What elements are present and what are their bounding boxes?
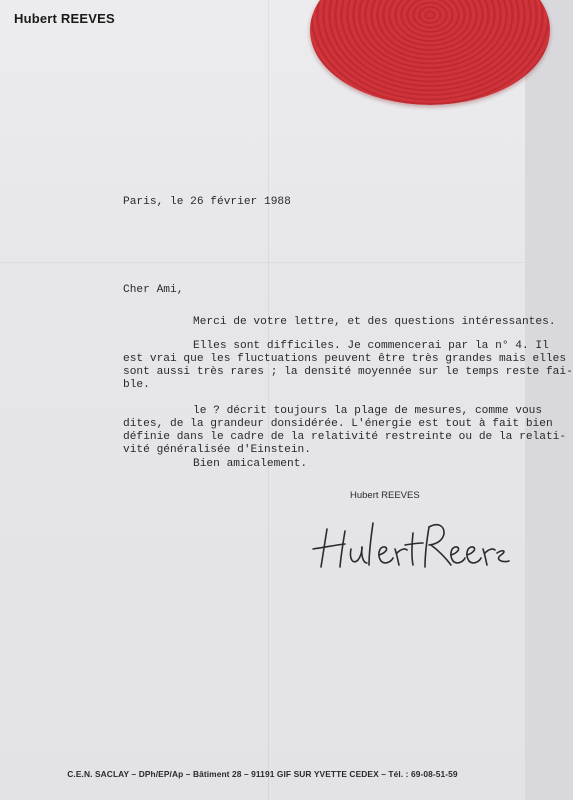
paragraph-3-line: définie dans le cadre de la relativité restreinte ou de la relati-	[123, 431, 567, 443]
letter-closing: Bien amicalement.	[193, 458, 308, 470]
signatory-name: Hubert REEVES	[350, 490, 420, 501]
paragraph-3-line: vité généralisée d'Einstein.	[123, 444, 311, 456]
paragraph-3-line: dites, de la grandeur donsidérée. L'énergie est tout à fait bien	[123, 418, 553, 430]
letter-date: Paris, le 26 février 1988	[123, 196, 291, 208]
footer-address: C.E.N. SACLAY – DPh/EP/Ap – Bâtiment 28 – 91191 GIF SUR YVETTE CEDEX – Tél. : 69-08-51-59	[67, 769, 458, 779]
handwritten-signature	[305, 505, 515, 575]
paragraph-1: Merci de votre lettre, et des questions intéressantes.	[193, 316, 556, 328]
letterhead-name: Hubert REEVES	[14, 11, 115, 26]
paragraph-2-line: Elles sont difficiles. Je commencerai par la n° 4. Il	[193, 340, 549, 352]
paper-fold-vertical	[268, 0, 269, 800]
paragraph-2-line: sont aussi très rares ; la densité moyennée sur le temps reste fai-	[123, 366, 573, 378]
paragraph-3-line: le ? décrit toujours la plage de mesures, comme vous	[193, 405, 543, 417]
red-woven-mat	[310, 0, 550, 105]
paragraph-2-line: est vrai que les fluctuations peuvent être très grandes mais elles	[123, 353, 567, 365]
paper-fold-horizontal	[0, 262, 525, 263]
paragraph-2-line: ble.	[123, 379, 150, 391]
letter-salutation: Cher Ami,	[123, 284, 184, 296]
